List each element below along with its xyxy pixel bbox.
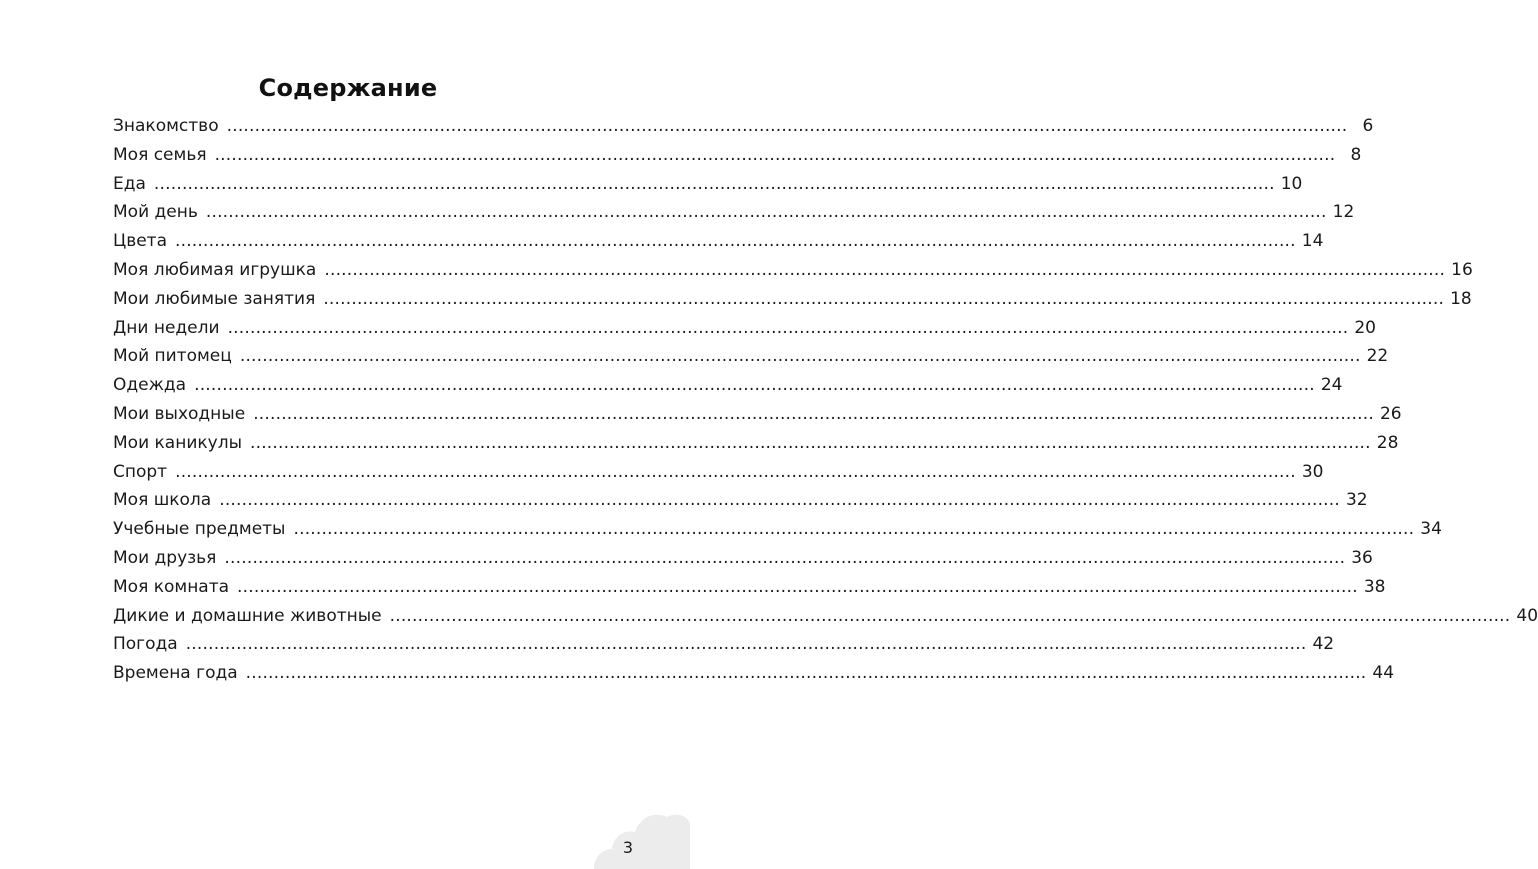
toc-entry-title: Мой питомец <box>113 346 232 367</box>
toc-entry-page: 16 <box>1451 259 1473 280</box>
toc-entry[interactable] <box>113 602 1538 631</box>
toc-entry-title: Времена года <box>113 663 238 684</box>
toc-entry[interactable] <box>113 170 1303 199</box>
toc-entry-title: Дикие и домашние животные <box>113 605 382 626</box>
toc-entry-title: Мой день <box>113 202 198 223</box>
dot-leader: ........................................................................................................................................................................................................ <box>219 490 1340 511</box>
toc-entry-page: 14 <box>1301 231 1324 252</box>
toc-entry-page: 18 <box>1450 288 1472 309</box>
toc-entry[interactable] <box>113 198 1355 227</box>
toc-entry-title: Еда <box>113 173 146 194</box>
toc-entry-title: Моя школа <box>113 490 212 511</box>
dot-leader: ........................................................................................................................................................................................................ <box>153 173 1275 194</box>
toc-entry[interactable] <box>113 112 1374 141</box>
toc-entry-title: Цвета <box>113 231 167 252</box>
toc-entry-page: 38 <box>1363 576 1386 597</box>
toc-entry-page: 22 <box>1366 346 1389 367</box>
cloud-icon <box>592 805 690 869</box>
toc-entry[interactable] <box>113 515 1442 544</box>
toc-entry-title: Одежда <box>113 375 187 396</box>
toc-entry[interactable] <box>113 342 1389 371</box>
toc-entry-title: Моя семья <box>113 144 207 165</box>
toc-entry-page: 10 <box>1280 173 1303 194</box>
dot-leader: ........................................................................................................................................................................................................ <box>224 547 1346 568</box>
toc-entry-page: 30 <box>1301 461 1324 482</box>
toc-entry-page: 8 <box>1350 144 1362 165</box>
toc-entry[interactable] <box>113 544 1373 573</box>
toc-entry-title: Мои каникулы <box>113 432 242 453</box>
toc-entry-title: Мои друзья <box>113 547 217 568</box>
toc-entry-title: Дни недели <box>113 317 220 338</box>
toc-entry[interactable] <box>113 659 1395 688</box>
toc-entry-title: Знакомство <box>113 116 219 136</box>
table-of-contents <box>113 112 1538 688</box>
toc-entry-page: 26 <box>1379 403 1402 424</box>
dot-leader: ........................................................................................................................................................................................................ <box>250 432 1371 453</box>
dot-leader: ........................................................................................................................................................................................................ <box>175 461 1296 482</box>
dot-leader: ........................................................................................................................................................................................................ <box>324 259 1446 280</box>
dot-leader: ........................................................................................................................................................................................................ <box>245 663 1367 684</box>
page-number: 3 <box>622 838 634 857</box>
dot-leader: ........................................................................................................................................................................................................ <box>239 346 1361 367</box>
dot-leader: ........................................................................................................................................................................................................ <box>237 576 1358 597</box>
toc-entry-page: 42 <box>1312 634 1335 655</box>
toc-entry-page: 6 <box>1362 116 1374 136</box>
dot-leader: ........................................................................................................................................................................................................ <box>205 202 1327 223</box>
toc-entry-page: 40 <box>1516 605 1538 626</box>
dot-leader: ........................................................................................................................................................................................................ <box>253 403 1374 424</box>
dot-leader: ........................................................................................................................................................................................................ <box>194 375 1315 396</box>
toc-entry-page: 20 <box>1354 317 1376 338</box>
page-title: Содержание <box>258 74 438 103</box>
dot-leader: ........................................................................................................................................................................................................ <box>323 288 1445 309</box>
toc-entry[interactable] <box>113 429 1399 458</box>
dot-leader: ........................................................................................................................................................................................................ <box>293 519 1415 540</box>
dot-leader: ........................................................................................................................................................................................................ <box>226 116 1348 136</box>
toc-entry-title: Мои выходные <box>113 403 246 424</box>
toc-entry[interactable] <box>113 400 1402 429</box>
toc-entry-page: 12 <box>1332 202 1355 223</box>
dot-leader: ........................................................................................................................................................................................................ <box>185 634 1307 655</box>
toc-entry[interactable] <box>113 371 1343 400</box>
toc-entry-title: Мои любимые занятия <box>113 288 316 309</box>
toc-entry-page: 44 <box>1372 663 1395 684</box>
toc-entry-title: Учебные предметы <box>113 519 286 540</box>
toc-entry-page: 28 <box>1376 432 1399 453</box>
toc-entry-title: Моя любимая игрушка <box>113 259 317 280</box>
toc-entry[interactable] <box>113 486 1368 515</box>
dot-leader: ........................................................................................................................................................................................................ <box>227 317 1349 338</box>
toc-entry[interactable] <box>113 630 1335 659</box>
toc-entry-title: Погода <box>113 634 178 655</box>
dot-leader: ........................................................................................................................................................................................................ <box>175 231 1296 252</box>
toc-entry-title: Спорт <box>113 461 168 482</box>
toc-entry-title: Моя комната <box>113 576 230 597</box>
toc-entry[interactable] <box>113 285 1472 314</box>
toc-entry[interactable] <box>113 573 1386 602</box>
cloud-shape <box>594 815 690 869</box>
dot-leader: ........................................................................................................................................................................................................ <box>214 144 1336 165</box>
toc-entry-page: 36 <box>1351 547 1373 568</box>
toc-entry-page: 32 <box>1345 490 1368 511</box>
toc-entry[interactable] <box>113 141 1362 170</box>
toc-entry-page: 24 <box>1320 375 1343 396</box>
toc-entry[interactable] <box>113 458 1324 487</box>
dot-leader: ........................................................................................................................................................................................................ <box>389 605 1511 626</box>
toc-entry[interactable] <box>113 256 1473 285</box>
toc-entry[interactable] <box>113 314 1376 343</box>
toc-entry-page: 34 <box>1420 519 1442 540</box>
toc-entry[interactable] <box>113 227 1324 256</box>
